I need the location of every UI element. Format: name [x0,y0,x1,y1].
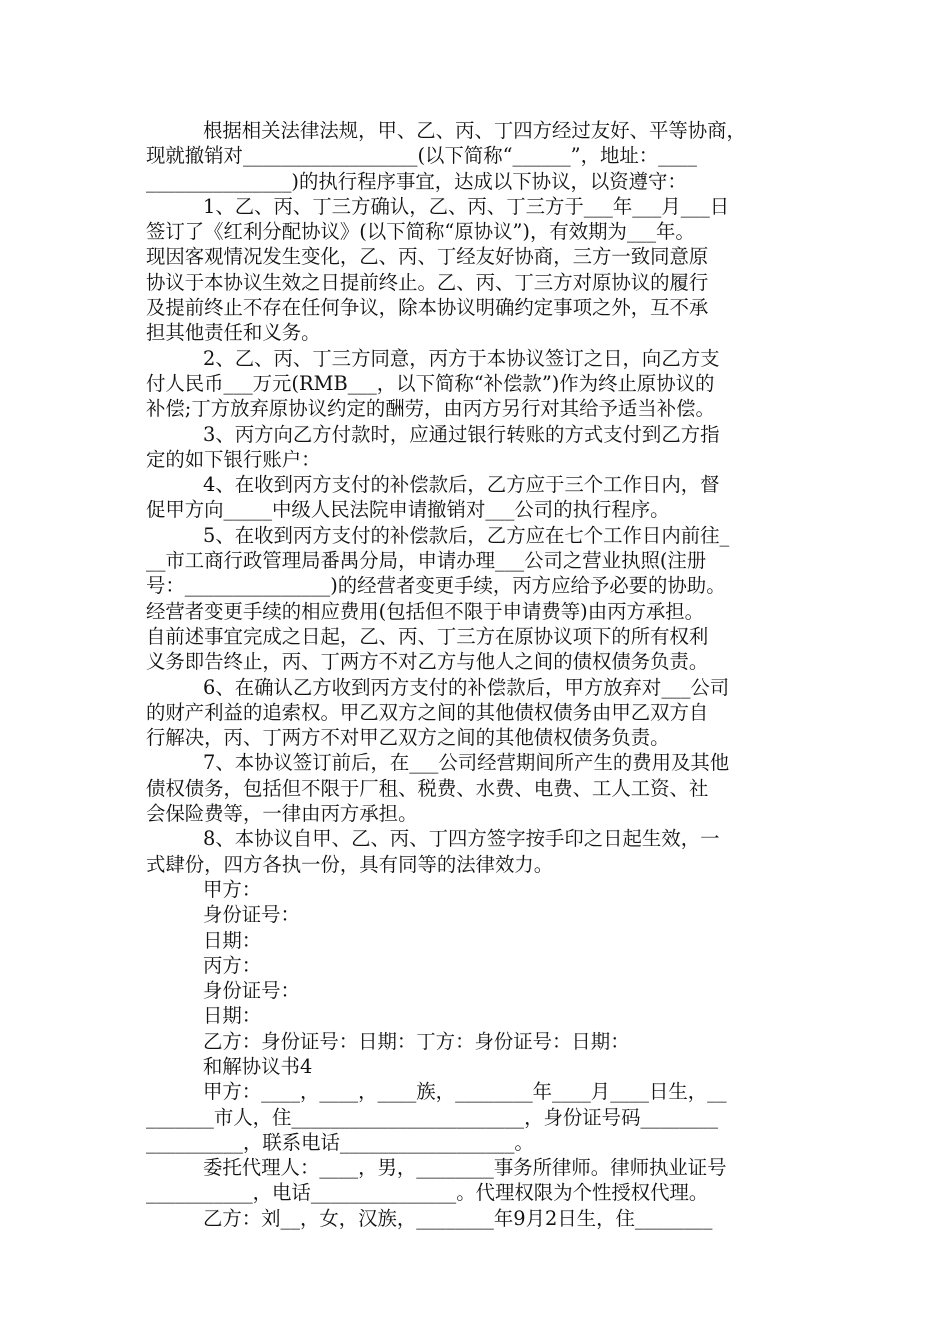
paragraph-line: 担其他责任和义务。 [146,321,321,345]
paragraph-line: ___________，电话_______________。代理权限为个性授权代理。 [146,1181,709,1205]
paragraph-line: 及提前终止不存在任何争议，除本协议明确约定事项之外，互不承 [146,296,709,320]
paragraph-line: 6、在确认乙方收到丙方支付的补偿款后，甲方放弃对___公司 [203,675,730,699]
paragraph-line: 付人民币___万元(RMB___，以下简称“补偿款”)作为终止原协议的 [146,371,715,395]
paragraph-line: 8、本协议自甲、乙、丙、丁四方签字按手印之日起生效，一 [203,827,720,851]
paragraph-line: 促甲方向_____中级人民法院申请撤销对___公司的执行程序。 [146,498,670,522]
paragraph-line: 定的如下银行账户： [146,447,321,471]
paragraph-line: 日期： [203,928,262,952]
paragraph-line: 丙方： [203,953,262,977]
paragraph-line: 1、乙、丙、丁三方确认，乙、丙、丁三方于___年___月___日 [203,194,730,218]
paragraph-line: __________，联系电话__________________。 [146,1130,534,1154]
paragraph-line: 和解协议书4 [203,1054,313,1078]
paragraph-line: 7、本协议签订前后，在___公司经营期间所产生的费用及其他 [203,751,730,775]
paragraph-line: 现因客观情况发生变化，乙、丙、丁经友好协商，三方一致同意原 [146,245,709,269]
paragraph-line: 2、乙、丙、丁三方同意，丙方于本协议签订之日，向乙方支 [203,346,720,370]
document-body [146,118,806,1231]
paragraph-line: 补偿;丁方放弃原协议约定的酬劳，由丙方另行对其给予适当补偿。 [146,397,715,421]
paragraph-line: 协议于本协议生效之日提前终止。乙、丙、丁三方对原协议的履行 [146,270,709,294]
paragraph-line: 式肆份，四方各执一份，具有同等的法律效力。 [146,852,554,876]
paragraph-line: 号：_______________)的经营者变更手续，丙方应给予必要的协助。 [146,574,726,598]
paragraph-line: __市工商行政管理局番禺分局，申请办理___公司之营业执照(注册 [146,549,707,573]
paragraph-line: 现就撤销对__________________(以下简称“______”，地址：____ [146,144,697,168]
paragraph-line: 3、丙方向乙方付款时，应通过银行转账的方式支付到乙方指 [203,422,720,446]
paragraph-line: 5、在收到丙方支付的补偿款后，乙方应在七个工作日内前往_ [203,523,730,547]
paragraph-line: 经营者变更手续的相应费用(包括但不限于申请费等)由丙方承担。 [146,599,705,623]
paragraph-line: 行解决，丙、丁两方不对甲乙双方之间的其他债权债务负责。 [146,726,670,750]
paragraph-line: 根据相关法律法规，甲、乙、丙、丁四方经过友好、平等协商， [203,119,746,142]
paragraph-line: 签订了《红利分配协议》(以下简称“原协议”)，有效期为___年。 [146,220,695,244]
paragraph-line: 债权债务，包括但不限于厂租、税费、水费、电费、工人工资、社 [146,776,709,800]
paragraph-line: 甲方：____，____，____族，________年____月____日生，__ [203,1080,727,1104]
paragraph-line: 自前述事宜完成之日起，乙、丙、丁三方在原协议项下的所有权利 [146,624,709,648]
paragraph-line: _______市人，住________________________，身份证号码________ [146,1105,719,1129]
paragraph-line: 甲方： [203,877,262,901]
paragraph-line: 4、在收到丙方支付的补偿款后，乙方应于三个工作日内，督 [203,473,720,497]
paragraph-line: 身份证号： [203,903,300,927]
paragraph-line: _______________)的执行程序事宜，达成以下协议，以资遵守： [146,169,687,193]
paragraph-line: 的财产利益的追索权。甲乙双方之间的其他债权债务由甲乙双方自 [146,700,709,724]
paragraph-line: 身份证号： [203,979,300,1003]
paragraph-line: 委托代理人：____，男，________事务所律师。律师执业证号 [203,1156,727,1180]
paragraph-line: 义务即告终止，丙、丁两方不对乙方与他人之间的债权债务负责。 [146,650,709,674]
paragraph-line: 日期： [203,1004,262,1028]
paragraph-line: 会保险费等，一律由丙方承担。 [146,802,418,826]
paragraph-line: 乙方：刘__，女，汉族，________年9月2日生，住________ [203,1206,713,1230]
paragraph-line: 乙方：身份证号：日期：丁方：身份证号：日期： [203,1029,630,1053]
